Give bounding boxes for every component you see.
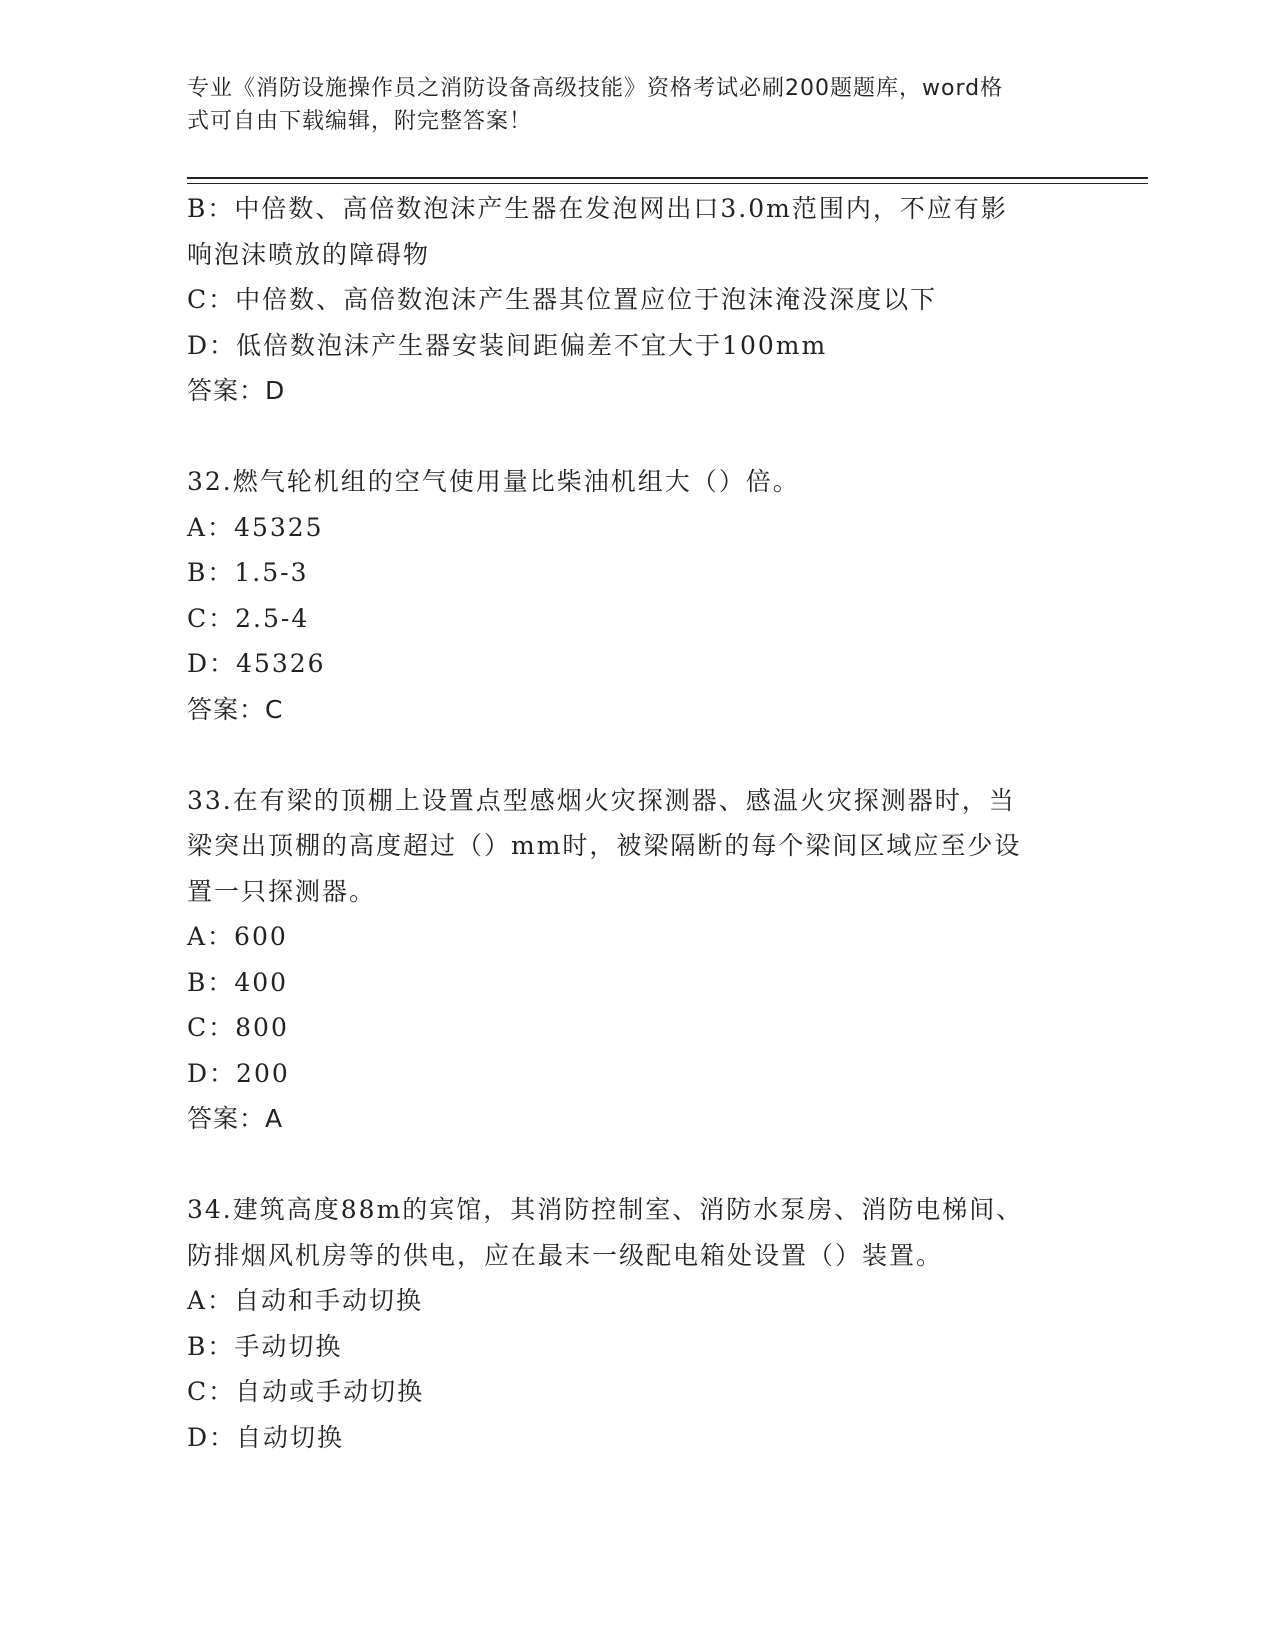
spacer	[187, 1141, 1067, 1187]
question-block-33	[187, 778, 1067, 1142]
option-c: C：自动或手动切换	[187, 1377, 425, 1406]
option-a: A：自动和手动切换	[187, 1286, 424, 1315]
option-d: D：自动切换	[187, 1422, 345, 1452]
question-list	[187, 186, 1067, 1460]
header-title-line-1: 专业《消防设施操作员之消防设备高级技能》资格考试必刷200题题库，word格	[187, 76, 1004, 101]
question-block-32	[187, 459, 1067, 732]
question-stem-line-2: 梁突出顶棚的高度超过（）mm时，被梁隔断的每个梁间区域应至少设	[187, 831, 1022, 860]
spacer	[187, 732, 1067, 778]
answer-line: 答案：A	[187, 1104, 284, 1133]
question-stem-line-3: 置一只探测器。	[187, 876, 377, 906]
option-d: D：200	[187, 1058, 290, 1088]
option-c: C：中倍数、高倍数泡沫产生器其位置应位于泡沫淹没深度以下	[187, 285, 938, 314]
option-b-continued: 响泡沫喷放的障碍物	[187, 239, 431, 269]
header-divider-thin	[187, 183, 1148, 184]
header-divider-thick	[187, 177, 1148, 179]
question-stem: 32.燃气轮机组的空气使用量比柴油机组大（）倍。	[187, 467, 800, 496]
option-a: A：600	[187, 922, 288, 951]
document-header	[187, 72, 1067, 138]
option-d: D：低倍数泡沫产生器安装间距偏差不宜大于100mm	[187, 330, 828, 360]
question-stem-line-1: 34.建筑高度88m的宾馆，其消防控制室、消防水泵房、消防电梯间、	[187, 1195, 1024, 1224]
answer-line: 答案：D	[187, 376, 286, 405]
header-title-line-2: 式可自由下载编辑，附完整答案！	[187, 109, 533, 134]
option-d: D：45326	[187, 649, 326, 678]
option-a: A：45325	[187, 512, 324, 542]
spacer	[187, 413, 1067, 459]
option-c: C：800	[187, 1013, 289, 1042]
question-block-34	[187, 1187, 1067, 1460]
question-stem-line-2: 防排烟风机房等的供电，应在最末一级配电箱处设置（）装置。	[187, 1240, 944, 1270]
answer-line: 答案：C	[187, 694, 284, 724]
option-c: C：2.5-4	[187, 603, 310, 633]
option-b: B：中倍数、高倍数泡沫产生器在发泡网出口3.0m范围内，不应有影	[187, 194, 1008, 223]
option-b: B：400	[187, 967, 289, 997]
question-stem-line-1: 33.在有梁的顶棚上设置点型感烟火灾探测器、感温火灾探测器时，当	[187, 785, 1016, 815]
question-block-31	[187, 186, 1067, 413]
option-b: B：1.5-3	[187, 558, 309, 587]
option-b: B：手动切换	[187, 1331, 343, 1361]
